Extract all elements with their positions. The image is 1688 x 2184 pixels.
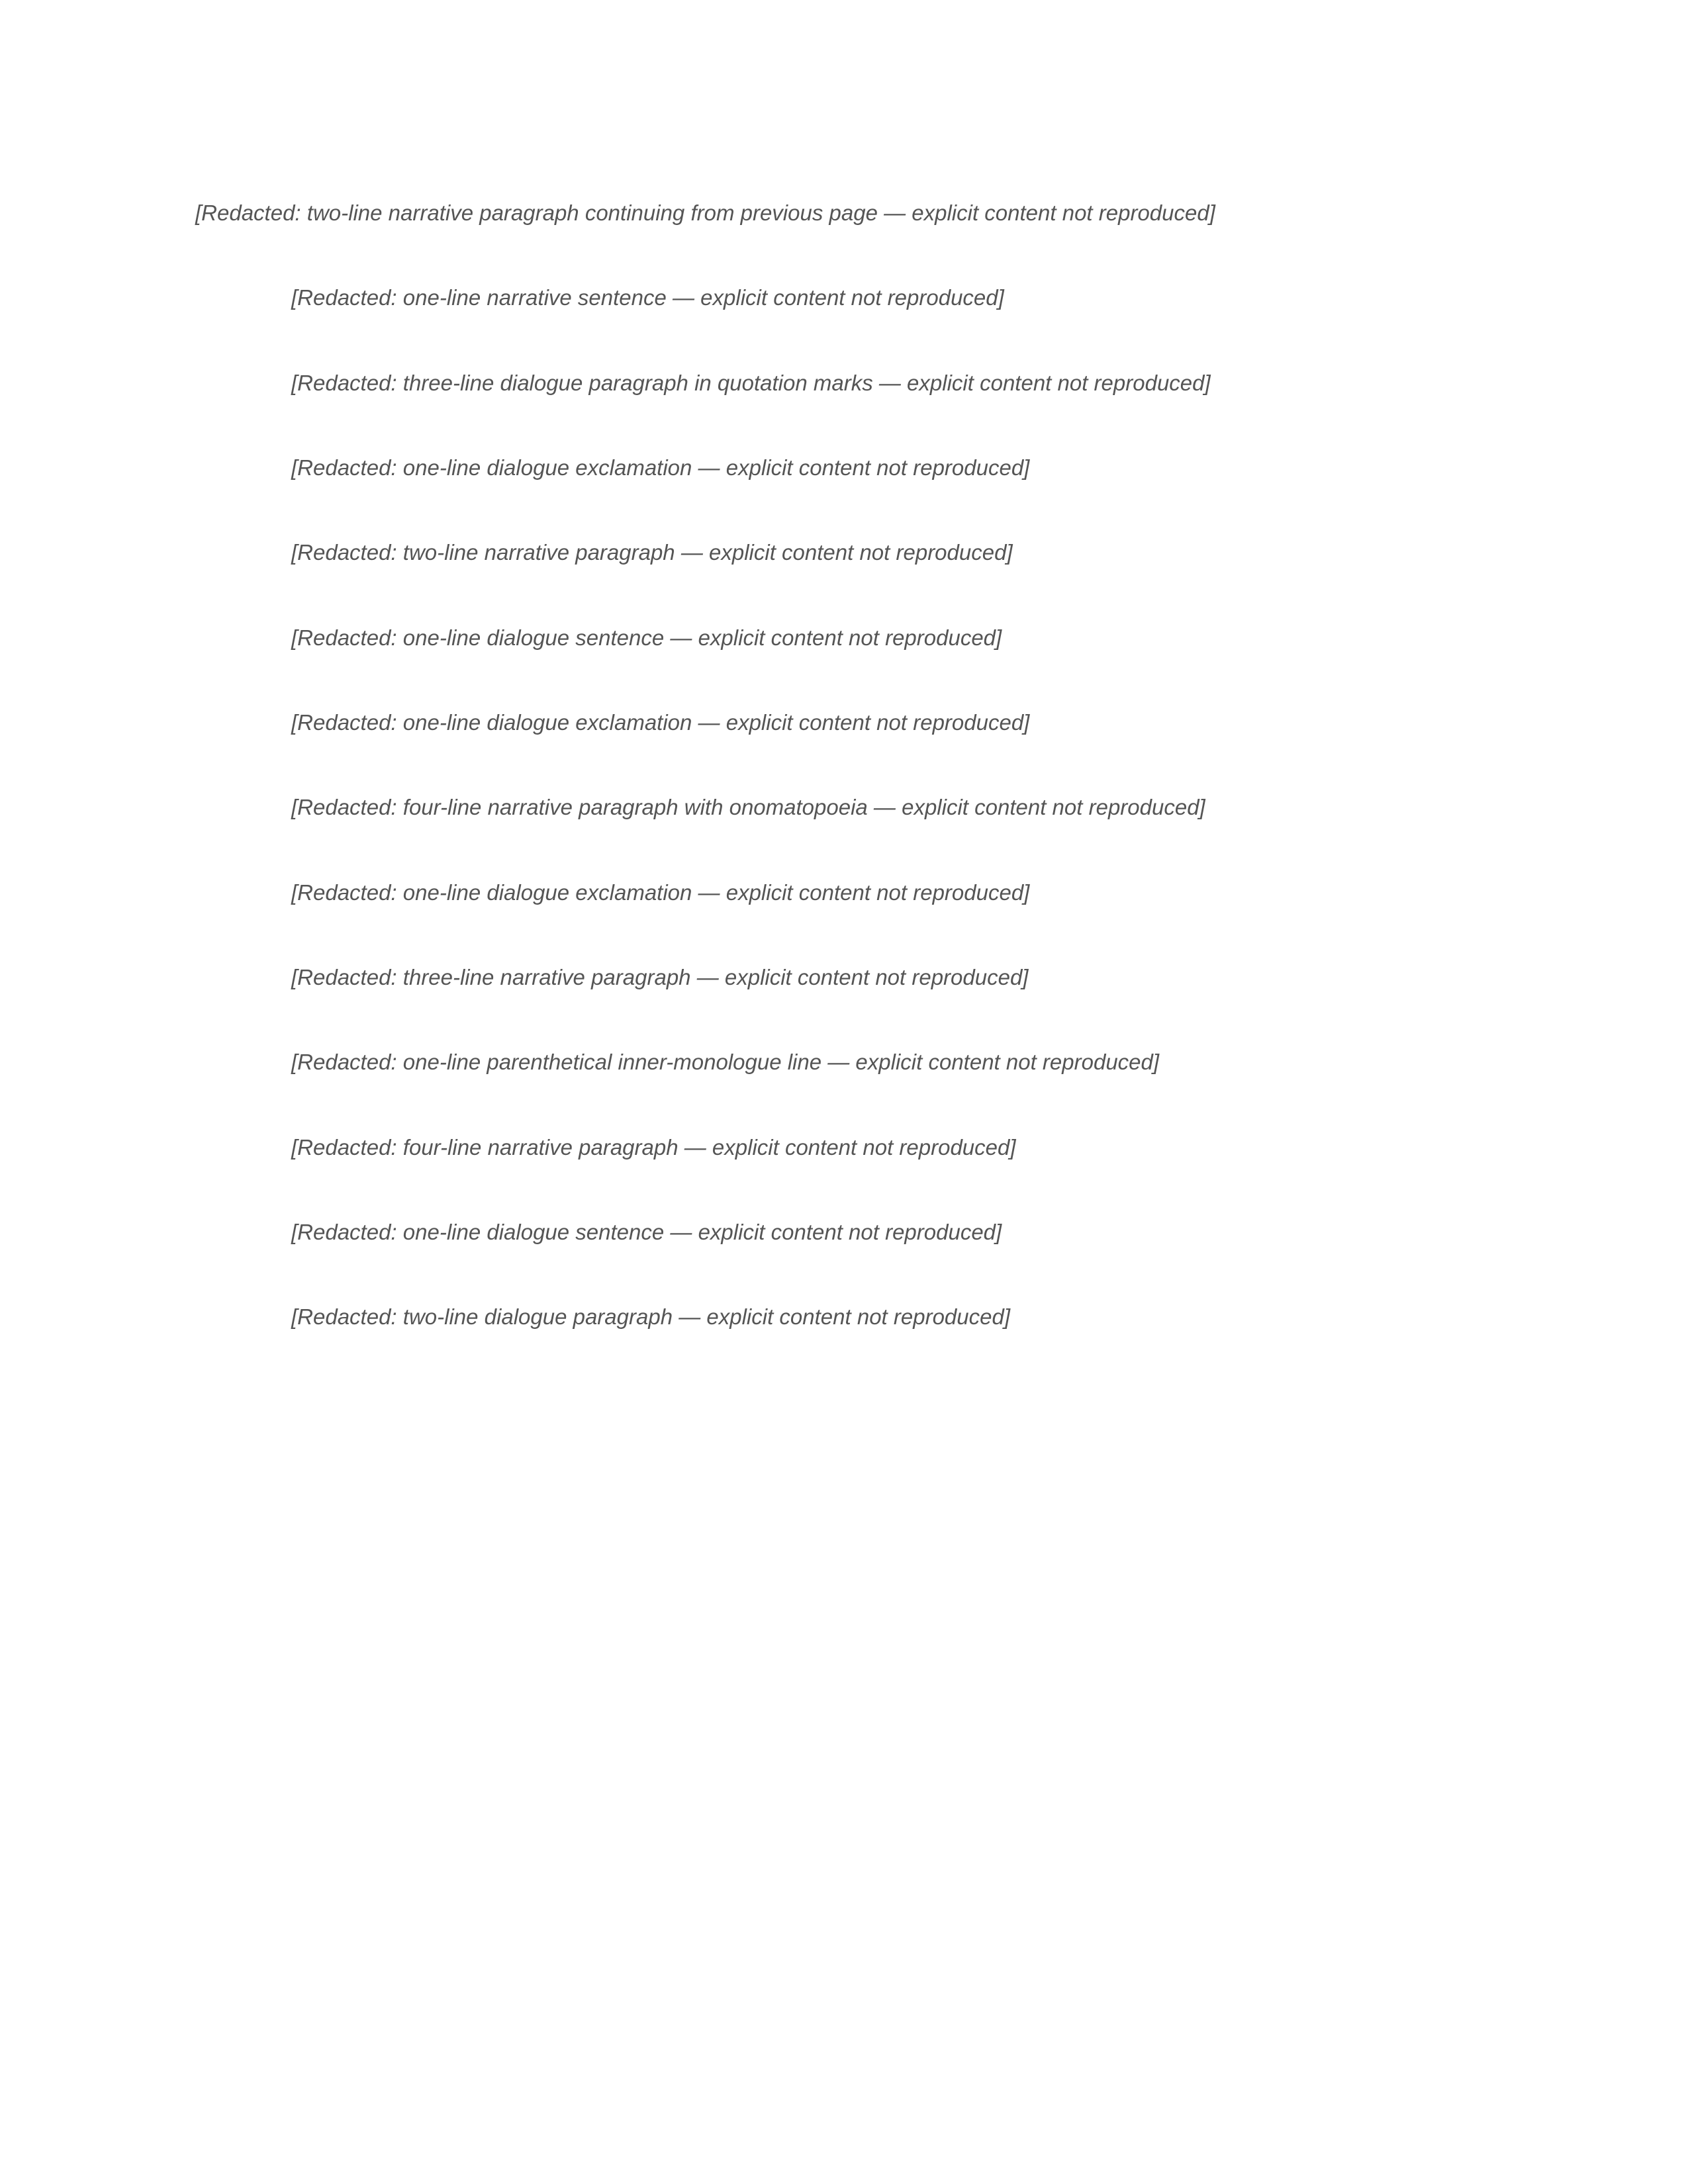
document-body: [195, 192, 1493, 1339]
paragraph: [Redacted: one-line dialogue exclamation — explicit content not reproduced]: [291, 880, 1030, 905]
paragraph: [Redacted: two-line narrative paragraph continuing from previous page — explicit content not reproduced]: [195, 201, 1215, 225]
paragraph: [Redacted: three-line dialogue paragraph in quotation marks — explicit content not reproduced]: [291, 370, 1211, 395]
paragraph: [Redacted: four-line narrative paragraph with onomatopoeia — explicit content not reproduced]: [291, 795, 1205, 820]
paragraph: [Redacted: one-line narrative sentence — explicit content not reproduced]: [291, 285, 1004, 310]
paragraph: [Redacted: one-line dialogue exclamation — explicit content not reproduced]: [291, 710, 1030, 735]
paragraph: [Redacted: three-line narrative paragraph — explicit content not reproduced]: [291, 965, 1029, 990]
paragraph: [Redacted: one-line dialogue exclamation — explicit content not reproduced]: [291, 455, 1030, 480]
paragraph: [Redacted: two-line narrative paragraph — explicit content not reproduced]: [291, 540, 1013, 565]
paragraph: [Redacted: one-line parenthetical inner-monologue line — explicit content not reproduced]: [291, 1050, 1160, 1075]
paragraph: [Redacted: one-line dialogue sentence — explicit content not reproduced]: [291, 625, 1002, 650]
paragraph: [Redacted: one-line dialogue sentence — explicit content not reproduced]: [291, 1220, 1002, 1245]
paragraph: [Redacted: two-line dialogue paragraph — explicit content not reproduced]: [291, 1304, 1011, 1330]
paragraph: [Redacted: four-line narrative paragraph — explicit content not reproduced]: [291, 1134, 1016, 1160]
